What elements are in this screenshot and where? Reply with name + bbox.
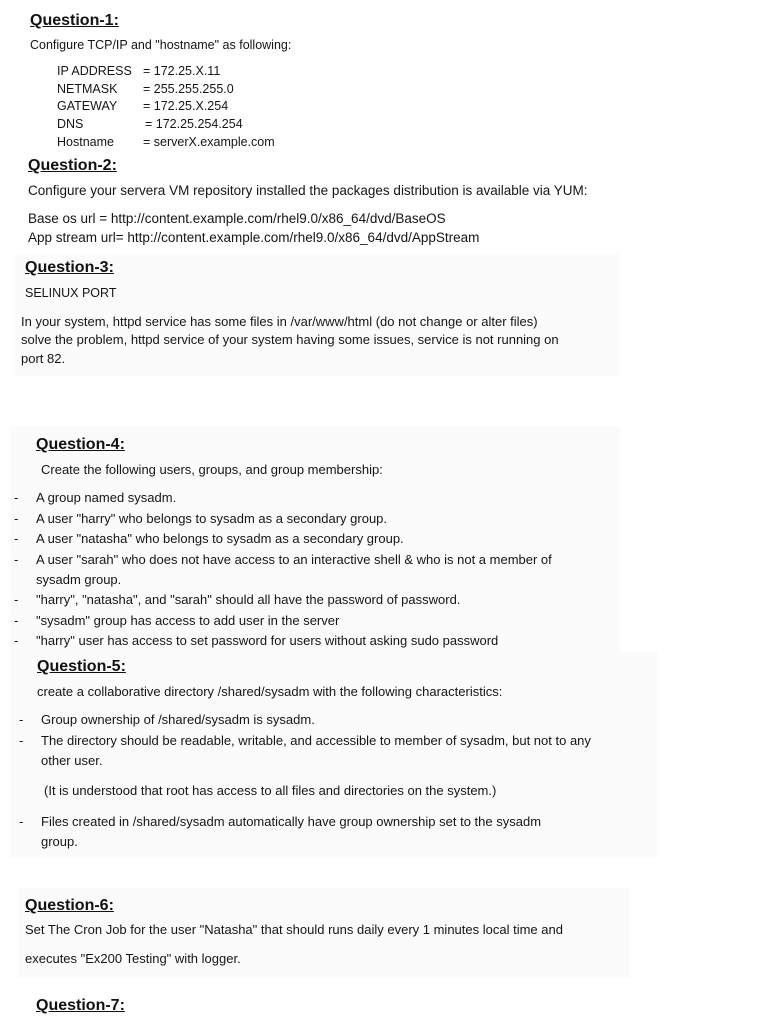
bullet-dash: - bbox=[14, 633, 19, 648]
bullet-dash: - bbox=[19, 733, 24, 748]
q2-heading: Question-2: bbox=[28, 157, 117, 174]
q1-value-ip: = 172.25.X.11 bbox=[143, 64, 221, 78]
q3-line-2: solve the problem, httpd service of your system having some issues, service is not running on bbox=[21, 332, 559, 347]
q4-item-3: A user "natasha" who belongs to sysadm as a secondary group. bbox=[36, 531, 404, 546]
q5-heading: Question-5: bbox=[37, 658, 126, 675]
q5-item-3: Files created in /shared/sysadm automatically have group ownership set to the sysadm bbox=[41, 814, 542, 829]
q5-note: (It is understood that root has access to all files and directories on the system.) bbox=[44, 783, 497, 798]
q5-item-1: Group ownership of /shared/sysadm is sysadm. bbox=[41, 712, 315, 727]
bullet-dash: - bbox=[14, 552, 19, 567]
q1-key-ip: IP ADDRESS bbox=[57, 64, 132, 78]
q1-value-netmask: = 255.255.255.0 bbox=[143, 82, 234, 96]
q4-item-5: "harry", "natasha", and "sarah" should all have the password of password. bbox=[36, 592, 461, 607]
q7-heading: Question-7: bbox=[36, 997, 125, 1014]
q5-item-3-cont: group. bbox=[41, 834, 78, 849]
q2-intro: Configure your servera VM repository installed the packages distribution is available via YUM: bbox=[28, 183, 588, 198]
q4-item-4: A user "sarah" who does not have access to an interactive shell & who is not a member of bbox=[36, 552, 552, 567]
q3-line-1: In your system, httpd service has some files in /var/www/html (do not change or alter files) bbox=[21, 314, 538, 329]
q2-base-url: Base os url = http://content.example.com/rhel9.0/x86_64/dvd/BaseOS bbox=[28, 211, 446, 226]
q1-value-hostname: = serverX.example.com bbox=[143, 135, 275, 149]
bullet-dash: - bbox=[14, 592, 19, 607]
q5-intro: create a collaborative directory /shared/sysadm with the following characteristics: bbox=[37, 684, 503, 699]
q1-key-netmask: NETMASK bbox=[57, 82, 118, 96]
q4-item-6: "sysadm" group has access to add user in the server bbox=[36, 613, 340, 628]
q4-item-4-cont: sysadm group. bbox=[36, 572, 122, 587]
q5-item-2: The directory should be readable, writable, and accessible to member of sysadm, but not to any bbox=[41, 733, 591, 748]
q1-value-dns: = 172.25.254.254 bbox=[145, 117, 243, 131]
q1-key-dns: DNS bbox=[57, 117, 84, 131]
bullet-dash: - bbox=[14, 613, 19, 628]
bullet-dash: - bbox=[19, 712, 24, 727]
bullet-dash: - bbox=[14, 490, 19, 505]
q5-item-2-cont: other user. bbox=[41, 753, 103, 768]
q3-subtitle: SELINUX PORT bbox=[25, 286, 117, 300]
q4-intro: Create the following users, groups, and group membership: bbox=[41, 462, 383, 477]
q4-item-2: A user "harry" who belongs to sysadm as a secondary group. bbox=[36, 511, 388, 526]
q2-appstream-url: App stream url= http://content.example.com/rhel9.0/x86_64/dvd/AppStream bbox=[28, 230, 480, 245]
bullet-dash: - bbox=[14, 511, 19, 526]
q3-heading: Question-3: bbox=[25, 259, 114, 276]
bullet-dash: - bbox=[19, 814, 24, 829]
q1-value-gateway: = 172.25.X.254 bbox=[143, 99, 229, 113]
q6-line-2: executes "Ex200 Testing" with logger. bbox=[25, 951, 241, 966]
q1-key-gateway: GATEWAY bbox=[57, 99, 118, 113]
q4-heading: Question-4: bbox=[36, 436, 125, 453]
q1-intro: Configure TCP/IP and "hostname" as following: bbox=[30, 38, 292, 52]
q4-item-1: A group named sysadm. bbox=[36, 490, 177, 505]
q6-heading: Question-6: bbox=[25, 897, 114, 914]
q4-item-7: "harry" user has access to set password for users without asking sudo password bbox=[36, 633, 499, 648]
q6-line-1: Set The Cron Job for the user "Natasha" that should runs daily every 1 minutes local time and bbox=[25, 922, 563, 937]
bullet-dash: - bbox=[14, 531, 19, 546]
q1-key-hostname: Hostname bbox=[57, 135, 114, 149]
q1-heading: Question-1: bbox=[30, 12, 119, 29]
q3-line-3: port 82. bbox=[21, 351, 66, 366]
